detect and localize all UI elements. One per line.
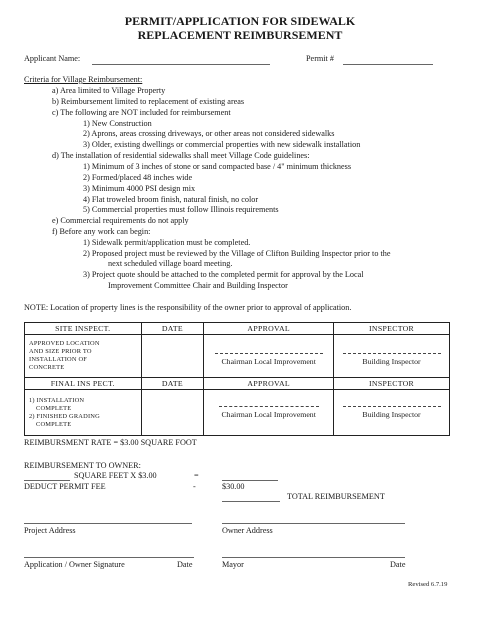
owner-signature-date-label: Date xyxy=(177,560,193,569)
square-feet-result-field[interactable] xyxy=(222,480,278,481)
header-approval-2: APPROVAL xyxy=(204,378,334,390)
mayor-signature-label: Mayor xyxy=(222,560,244,569)
property-line-note: NOTE: Location of property lines is the responsibility of the owner prior to approval of application. xyxy=(24,303,352,312)
final-inspect-date-field[interactable] xyxy=(141,390,204,436)
criteria-c3: 3) Older, existing dwellings or commercial properties with new sidewalk installation xyxy=(83,140,361,149)
header-date-2: DATE xyxy=(141,378,204,390)
minus-sign: - xyxy=(193,482,196,491)
header-final-inspect: FINAL INS PECT. xyxy=(25,378,142,390)
header-inspector-2: INSPECTOR xyxy=(334,378,450,390)
applicant-name-label: Applicant Name: xyxy=(24,54,81,63)
criteria-c2: 2) Aprons, areas crossing driveways, or other areas not considered sidewalks xyxy=(83,129,335,138)
site-inspect-row xyxy=(25,335,450,378)
final-inspect-description: 1) INSTALLATION COMPLETE 2) FINISHED GRADING COMPLETE xyxy=(25,390,142,436)
owner-signature-label: Application / Owner Signature xyxy=(24,560,125,569)
square-feet-field[interactable] xyxy=(24,480,70,481)
site-inspect-description: APPROVED LOCATION AND SIZE PRIOR TO INSTALLATION OF CONCRETE xyxy=(25,335,142,378)
criteria-f3b: Improvement Committee Chair and Building Inspector xyxy=(108,281,288,290)
reimbursement-to-owner-label: REIMBURSEMENT TO OWNER: xyxy=(24,461,141,470)
project-address-field[interactable] xyxy=(24,523,192,524)
criteria-c: c) The following are NOT included for reimbursement xyxy=(52,108,231,117)
criteria-f: f) Before any work can begin: xyxy=(52,227,151,236)
signature-line xyxy=(343,406,441,407)
signature-line xyxy=(215,353,323,354)
permit-fee-amount: $30.00 xyxy=(222,482,245,491)
criteria-d4: 4) Flat troweled broom finish, natural finish, no color xyxy=(83,195,259,204)
criteria-d1: 1) Minimum of 3 inches of stone or sand compacted base / 4" minimum thickness xyxy=(83,162,352,171)
owner-address-field[interactable] xyxy=(222,523,405,524)
criteria-d5: 5) Commercial properties must follow Illinois requirements xyxy=(83,205,279,214)
revision-date: Revised 6.7.19 xyxy=(408,581,448,588)
header-date: DATE xyxy=(141,323,204,335)
mayor-signature-date-label: Date xyxy=(390,560,406,569)
owner-signature-field[interactable] xyxy=(24,557,194,558)
applicant-name-field[interactable] xyxy=(92,64,270,65)
criteria-b: b) Reimbursement limited to replacement of existing areas xyxy=(52,97,245,106)
criteria-d2: 2) Formed/placed 48 inches wide xyxy=(83,173,193,182)
header-inspector: INSPECTOR xyxy=(334,323,450,335)
criteria-f2a: 2) Proposed project must be reviewed by the Village of Clifton Building Inspector prior to the xyxy=(83,249,391,258)
approval-signature-label: Chairman Local Improvement xyxy=(221,357,316,367)
reimbursement-rate: REIMBURSMENT RATE = $3.00 SQUARE FOOT xyxy=(24,438,197,447)
site-inspector-signature-field[interactable] xyxy=(334,335,450,378)
document-title-line2: REPLACEMENT REIMBURSEMENT xyxy=(137,28,343,42)
site-inspect-header-row xyxy=(25,323,450,335)
inspector-signature-label: Building Inspector xyxy=(362,357,421,367)
permit-number-field[interactable] xyxy=(343,64,433,65)
criteria-e: e) Commercial requirements do not apply xyxy=(52,216,189,225)
document-title-line1: PERMIT/APPLICATION FOR SIDEWALK xyxy=(124,14,356,28)
inspector-signature-label: Building Inspector xyxy=(362,409,421,419)
criteria-f1: 1) Sidewalk permit/application must be completed. xyxy=(83,238,251,247)
final-inspect-row xyxy=(25,390,450,436)
criteria-d: d) The installation of residential sidewalks shall meet Village Code guidelines: xyxy=(52,151,310,160)
project-address-label: Project Address xyxy=(24,526,76,535)
criteria-a: a) Area limited to Village Property xyxy=(52,86,166,95)
site-inspect-date-field[interactable] xyxy=(141,335,204,378)
header-site-inspect: SITE INSPECT. xyxy=(25,323,142,335)
signature-line xyxy=(343,353,441,354)
final-approval-signature-field[interactable] xyxy=(204,390,334,436)
total-reimbursement-field[interactable] xyxy=(222,501,280,502)
site-approval-signature-field[interactable] xyxy=(204,335,334,378)
square-feet-label: SQUARE FEET X $3.00 xyxy=(74,471,157,480)
final-inspect-header-row xyxy=(25,378,450,390)
criteria-f2b: next scheduled village board meeting. xyxy=(108,259,233,268)
deduct-permit-fee-label: DEDUCT PERMIT FEE xyxy=(24,482,106,491)
mayor-signature-field[interactable] xyxy=(222,557,405,558)
header-approval: APPROVAL xyxy=(204,323,334,335)
approval-signature-label: Chairman Local Improvement xyxy=(221,409,316,419)
owner-address-label: Owner Address xyxy=(222,526,273,535)
criteria-c1: 1) New Construction xyxy=(83,119,152,128)
signature-line xyxy=(219,406,319,407)
permit-number-label: Permit # xyxy=(306,54,334,63)
criteria-d3: 3) Minimum 4000 PSI design mix xyxy=(83,184,196,193)
criteria-heading: Criteria for Village Reimbursement: xyxy=(24,75,143,84)
criteria-f3a: 3) Project quote should be attached to the completed permit for approval by the Local xyxy=(83,270,364,279)
inspection-table xyxy=(24,322,450,436)
total-reimbursement-label: TOTAL REIMBURSEMENT xyxy=(287,492,385,501)
final-inspector-signature-field[interactable] xyxy=(334,390,450,436)
equals-sign: = xyxy=(194,471,199,480)
